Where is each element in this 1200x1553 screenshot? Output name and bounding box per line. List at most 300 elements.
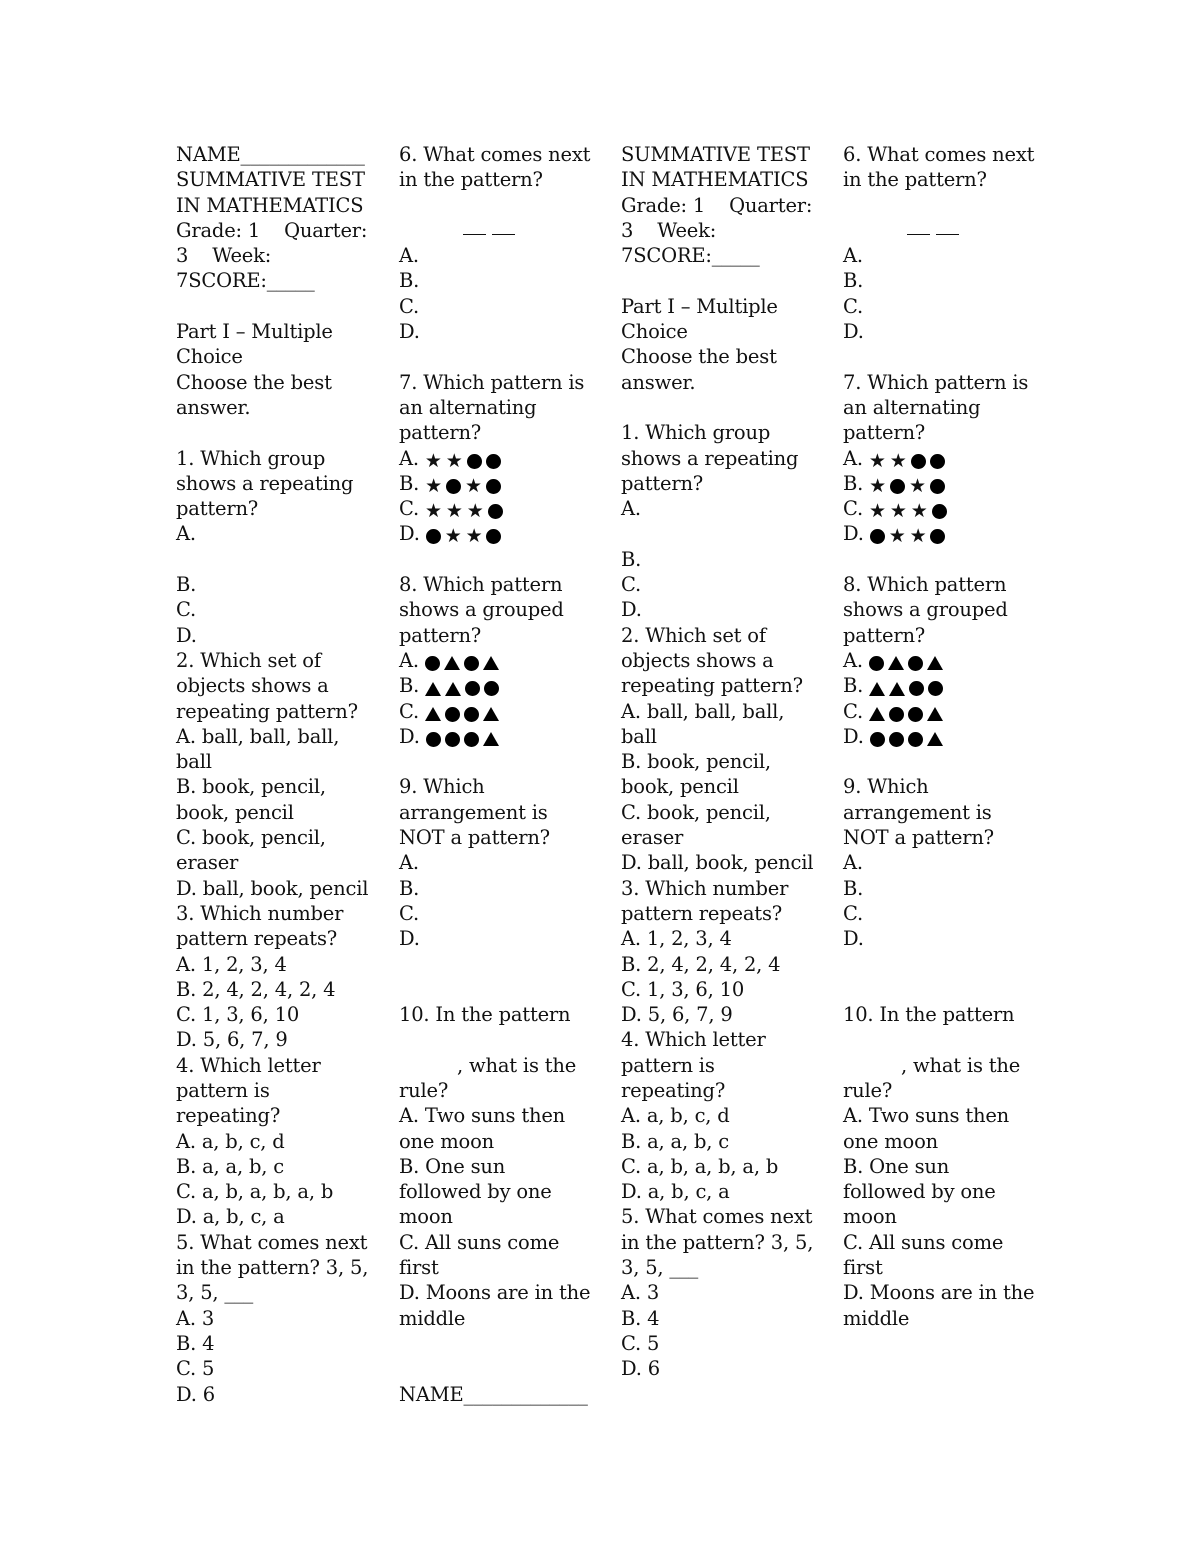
circle-icon (930, 479, 945, 494)
circle-icon (488, 504, 503, 519)
text-line (843, 1255, 1043, 1280)
text-line (399, 167, 599, 192)
circle-icon (464, 656, 479, 671)
line-text: D. (176, 623, 197, 647)
text-line (621, 521, 821, 546)
line-text: first (843, 1256, 883, 1280)
text-line (176, 319, 376, 344)
line-text: B. (399, 269, 420, 293)
text-line (399, 699, 599, 724)
text-line (176, 344, 376, 369)
text-line (176, 294, 376, 319)
line-text: A. a, b, c, d (176, 1129, 285, 1153)
text-line (176, 496, 376, 521)
text-line (399, 1280, 599, 1305)
line-text: A. 1, 2, 3, 4 (176, 952, 287, 976)
text-line (843, 294, 1043, 319)
line-text: arrangement is (843, 800, 992, 824)
line-text: D. Moons are in the (399, 1281, 591, 1305)
triangle-icon (483, 732, 499, 746)
text-line (176, 142, 376, 167)
shape-sequence (870, 523, 950, 548)
line-text: Choice (176, 345, 243, 369)
text-line (621, 1002, 821, 1027)
line-text: repeating pattern? (176, 699, 358, 723)
shape-sequence (869, 448, 949, 473)
line-text: NOT a pattern? (843, 826, 994, 850)
line-text: repeating pattern? (621, 674, 803, 698)
line-text: middle (843, 1306, 910, 1330)
text-line (399, 1306, 599, 1331)
text-line (176, 774, 376, 799)
text-line (843, 496, 1043, 521)
text-line (621, 1129, 821, 1154)
line-text: D. (843, 522, 864, 546)
text-line (621, 446, 821, 471)
line-text: B. (399, 876, 420, 900)
line-text: moon (843, 1205, 897, 1229)
line-text: Part I – Multiple (621, 294, 778, 318)
line-text: C. (843, 497, 864, 521)
line-text: D. (399, 522, 420, 546)
line-text: D. (843, 320, 864, 344)
answer-blank (907, 234, 930, 235)
text-line (399, 876, 599, 901)
text-line (176, 370, 376, 395)
column-4 (843, 142, 1043, 1331)
line-text: pattern? (399, 623, 482, 647)
line-text: A. ball, ball, ball, (176, 724, 340, 748)
text-line (176, 1053, 376, 1078)
text-line (399, 1204, 599, 1229)
answer-blank (492, 234, 515, 235)
circle-icon (909, 681, 924, 696)
line-text: C. 5 (176, 1357, 215, 1381)
text-line (399, 1230, 599, 1255)
triangle-icon (444, 656, 460, 670)
line-text: 9. Which (399, 775, 485, 799)
line-text: followed by one (843, 1180, 996, 1204)
line-text: ball (621, 724, 657, 748)
line-text: A. (843, 244, 863, 268)
text-line (399, 648, 599, 673)
text-line (843, 446, 1043, 471)
circle-icon (870, 529, 885, 544)
circle-icon (486, 454, 501, 469)
circle-icon (446, 479, 461, 494)
text-line (843, 800, 1043, 825)
line-text: B. (621, 547, 642, 571)
shape-sequence (426, 726, 503, 751)
text-line (399, 1002, 599, 1027)
triangle-icon (483, 656, 499, 670)
text-line (399, 1179, 599, 1204)
line-text: Part I – Multiple (176, 320, 333, 344)
line-text: A. (399, 244, 419, 268)
line-text: 3 Week: (621, 218, 717, 242)
line-text: C. (843, 699, 864, 723)
text-line (621, 167, 821, 192)
line-text: 8. Which pattern (843, 573, 1007, 597)
text-line (399, 1027, 599, 1052)
line-text: 1. Which group (176, 446, 326, 470)
text-line (621, 1103, 821, 1128)
triangle-icon (927, 707, 943, 721)
line-text: NOT a pattern? (399, 826, 550, 850)
text-line (399, 344, 599, 369)
text-line (399, 319, 599, 344)
line-text: A. Two suns then (399, 1104, 566, 1128)
line-text: D. 5, 6, 7, 9 (176, 1028, 288, 1052)
column-1 (176, 142, 376, 1407)
text-line (176, 1027, 376, 1052)
text-line (621, 496, 821, 521)
answer-blank (463, 234, 486, 235)
text-line (843, 597, 1043, 622)
circle-icon (930, 454, 945, 469)
text-line (399, 673, 599, 698)
line-text: D. ball, book, pencil (621, 851, 814, 875)
text-line (399, 977, 599, 1002)
text-line (621, 420, 821, 445)
line-text: B. book, pencil, (621, 750, 771, 774)
line-text: objects shows a (176, 674, 329, 698)
text-line (399, 926, 599, 951)
line-text: B. One sun (399, 1154, 506, 1178)
line-text: D. 6 (621, 1357, 660, 1381)
line-text: pattern? (843, 421, 926, 445)
text-line (176, 167, 376, 192)
line-text: A. (399, 851, 419, 875)
text-line (399, 952, 599, 977)
text-line (399, 1154, 599, 1179)
text-line (843, 370, 1043, 395)
line-text: C. (399, 699, 420, 723)
shape-sequence (870, 726, 947, 751)
text-line (621, 294, 821, 319)
triangle-icon (889, 682, 905, 696)
text-line (399, 597, 599, 622)
line-text: shows a repeating (621, 446, 799, 470)
text-line (843, 850, 1043, 875)
circle-icon (486, 529, 501, 544)
line-text: C. All suns come (399, 1230, 560, 1254)
line-text: pattern is (176, 1078, 270, 1102)
text-line (399, 572, 599, 597)
line-text: 9. Which (843, 775, 929, 799)
line-text: 4. Which letter (621, 1028, 766, 1052)
line-text: 5. What comes next (621, 1205, 813, 1229)
text-line (621, 926, 821, 951)
circle-icon (425, 656, 440, 671)
text-line (176, 1280, 376, 1305)
text-line (399, 142, 599, 167)
text-line (621, 572, 821, 597)
text-line (843, 825, 1043, 850)
text-line (176, 1154, 376, 1179)
line-text: middle (399, 1306, 466, 1330)
text-line (843, 142, 1043, 167)
line-text: in the pattern? 3, 5, (621, 1230, 814, 1254)
text-line (399, 193, 599, 218)
text-line (621, 623, 821, 648)
text-line (176, 1078, 376, 1103)
line-text: Grade: 1 Quarter: (621, 193, 813, 217)
line-text: C. a, b, a, b, a, b (176, 1180, 334, 1204)
line-text: D. (399, 724, 420, 748)
shape-sequence (425, 675, 503, 700)
triangle-icon (445, 682, 461, 696)
line-text: 10. In the pattern (843, 1003, 1015, 1027)
line-text: A. (621, 497, 641, 521)
shape-sequence (425, 473, 505, 498)
line-text: D. (621, 598, 642, 622)
shape-sequence (426, 523, 506, 548)
line-text: A. ball, ball, ball, (621, 699, 785, 723)
text-line (843, 749, 1043, 774)
text-line (176, 395, 376, 420)
text-line (176, 1230, 376, 1255)
text-line (843, 218, 1043, 243)
star-icon: ★ (445, 449, 463, 472)
text-line (176, 952, 376, 977)
line-text: Choose the best (621, 345, 777, 369)
line-text: pattern? (176, 497, 259, 521)
text-line (176, 521, 376, 546)
text-line (176, 1179, 376, 1204)
shape-sequence (869, 498, 951, 523)
star-icon: ★ (889, 449, 907, 472)
answer-blank (936, 234, 959, 235)
line-text: A. (843, 851, 863, 875)
text-line (843, 521, 1043, 546)
text-line (176, 724, 376, 749)
line-text: , what is the (901, 1053, 1021, 1077)
line-text: A. 1, 2, 3, 4 (621, 927, 732, 951)
text-line (621, 648, 821, 673)
text-line (621, 901, 821, 926)
line-text: 8. Which pattern (399, 573, 563, 597)
text-line (843, 1179, 1043, 1204)
text-line (176, 1204, 376, 1229)
star-icon: ★ (908, 474, 926, 497)
text-line (621, 1204, 821, 1229)
triangle-icon (888, 656, 904, 670)
text-line (399, 1331, 599, 1356)
text-line (399, 294, 599, 319)
line-text: B. a, a, b, c (621, 1129, 729, 1153)
line-text: A. 3 (621, 1281, 660, 1305)
line-text: pattern? (843, 623, 926, 647)
text-line (843, 1002, 1043, 1027)
text-line (621, 319, 821, 344)
text-line (621, 1356, 821, 1381)
line-text: shows a grouped (399, 598, 564, 622)
line-text: an alternating (843, 395, 981, 419)
text-line (621, 243, 821, 268)
line-text: Choice (621, 320, 688, 344)
text-line (176, 977, 376, 1002)
text-line (843, 952, 1043, 977)
text-line (621, 800, 821, 825)
line-text: D. (399, 320, 420, 344)
text-line (621, 1230, 821, 1255)
text-line (176, 547, 376, 572)
text-line (843, 1103, 1043, 1128)
text-line (399, 395, 599, 420)
text-line (399, 774, 599, 799)
text-line (621, 344, 821, 369)
text-line (399, 243, 599, 268)
line-text: B. 2, 4, 2, 4, 2, 4 (621, 952, 781, 976)
line-text: an alternating (399, 395, 537, 419)
text-line (176, 193, 376, 218)
line-text: 3. Which number (621, 876, 789, 900)
line-text: pattern? (621, 471, 704, 495)
text-line (176, 218, 376, 243)
text-line (843, 572, 1043, 597)
text-line (843, 395, 1043, 420)
line-text: SUMMATIVE TEST (621, 143, 810, 166)
triangle-icon (425, 682, 441, 696)
line-text: answer. (621, 370, 696, 394)
text-line (176, 1103, 376, 1128)
text-line (399, 1103, 599, 1128)
line-text: D. (843, 724, 864, 748)
line-text: B. (399, 674, 420, 698)
text-line (176, 1306, 376, 1331)
line-text: C. (399, 497, 420, 521)
circle-icon (908, 656, 923, 671)
text-line (621, 952, 821, 977)
text-line (399, 521, 599, 546)
circle-icon (911, 454, 926, 469)
line-text: in the pattern? (843, 168, 987, 192)
star-icon: ★ (889, 500, 907, 523)
text-line (621, 471, 821, 496)
text-line (843, 673, 1043, 698)
line-text: B. (843, 674, 864, 698)
text-line (176, 1129, 376, 1154)
text-line (176, 800, 376, 825)
text-line (843, 547, 1043, 572)
text-line (843, 471, 1043, 496)
text-line (621, 597, 821, 622)
triangle-icon (483, 707, 499, 721)
line-text: A. 3 (176, 1306, 215, 1330)
star-icon: ★ (465, 525, 483, 548)
line-text: B. (399, 471, 420, 495)
text-line (399, 850, 599, 875)
text-line (843, 1280, 1043, 1305)
text-line (176, 1331, 376, 1356)
line-text: objects shows a (621, 648, 774, 672)
line-text: in the pattern? 3, 5, (176, 1256, 369, 1280)
text-line (399, 825, 599, 850)
triangle-icon (869, 707, 885, 721)
text-line (843, 1027, 1043, 1052)
star-icon: ★ (868, 449, 886, 472)
text-line (621, 1179, 821, 1204)
line-text: IN MATHEMATICS (621, 168, 809, 192)
text-line (843, 243, 1043, 268)
star-icon: ★ (888, 525, 906, 548)
line-text: pattern is (621, 1053, 715, 1077)
text-line (399, 901, 599, 926)
line-text: B. (843, 876, 864, 900)
text-line (621, 876, 821, 901)
star-icon: ★ (425, 500, 442, 523)
text-line (176, 1356, 376, 1381)
text-line (176, 825, 376, 850)
text-line (399, 1382, 599, 1407)
text-line (843, 876, 1043, 901)
text-line (621, 218, 821, 243)
text-line (399, 547, 599, 572)
text-line (399, 471, 599, 496)
line-text: repeating? (176, 1104, 281, 1128)
text-line (399, 420, 599, 445)
star-icon: ★ (444, 525, 462, 548)
text-line (843, 724, 1043, 749)
star-icon: ★ (424, 449, 442, 472)
text-line (621, 774, 821, 799)
line-text: Choose the best (176, 370, 332, 394)
column-3 (621, 142, 821, 1382)
text-line (621, 673, 821, 698)
line-text: 7SCORE:_____ (176, 269, 315, 293)
line-text: ball (176, 750, 212, 774)
line-text: C. a, b, a, b, a, b (621, 1154, 779, 1178)
line-text: C. All suns come (843, 1230, 1004, 1254)
line-text: B. (843, 471, 864, 495)
text-line (621, 370, 821, 395)
line-text: A. a, b, c, d (621, 1104, 730, 1128)
circle-icon (484, 681, 499, 696)
line-text: C. (621, 573, 642, 597)
text-line (843, 1230, 1043, 1255)
line-text: D. (843, 927, 864, 951)
text-line (843, 1306, 1043, 1331)
line-text: A. (176, 522, 196, 546)
text-line (843, 193, 1043, 218)
text-line (621, 977, 821, 1002)
line-text: 5. What comes next (176, 1230, 368, 1254)
text-line (621, 1255, 821, 1280)
line-text: B. 4 (176, 1331, 215, 1355)
line-text: 2. Which set of (176, 648, 321, 672)
triangle-icon (869, 682, 885, 696)
circle-icon (465, 681, 480, 696)
line-text: shows a grouped (843, 598, 1008, 622)
circle-icon (870, 732, 885, 747)
line-text: pattern repeats? (621, 901, 783, 925)
text-line (621, 1078, 821, 1103)
line-text: eraser (176, 851, 239, 875)
text-line (176, 243, 376, 268)
text-line (176, 673, 376, 698)
shape-sequence (425, 650, 503, 675)
triangle-icon (927, 732, 943, 746)
text-line (621, 268, 821, 293)
line-text: 4. Which letter (176, 1053, 321, 1077)
shape-sequence (869, 675, 947, 700)
text-line (621, 547, 821, 572)
circle-icon (464, 732, 479, 747)
line-text: repeating? (621, 1078, 726, 1102)
circle-icon (932, 504, 947, 519)
text-line (399, 724, 599, 749)
